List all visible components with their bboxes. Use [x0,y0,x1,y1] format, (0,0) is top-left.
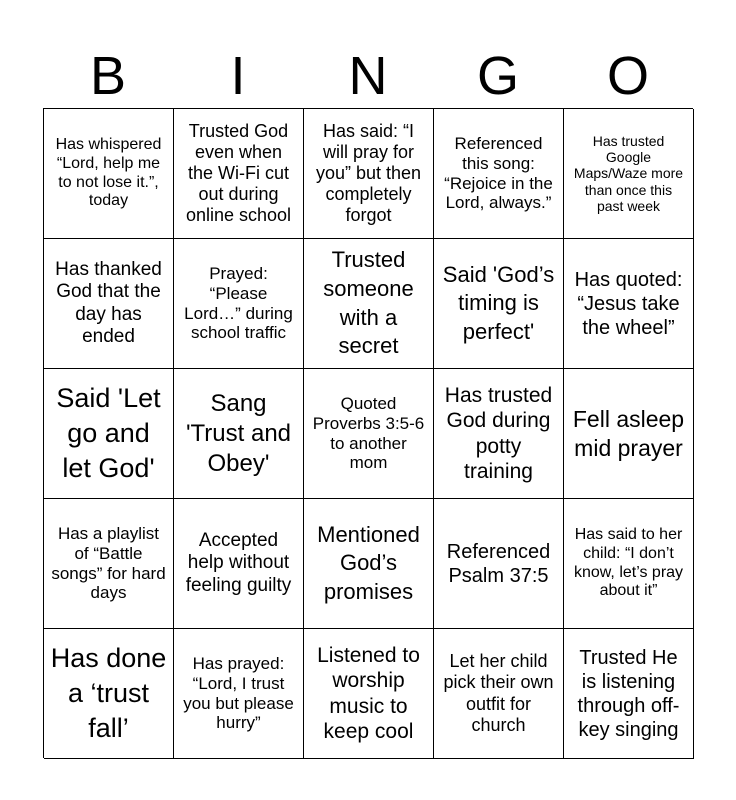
bingo-cell[interactable] [434,499,564,629]
cell-text: Mentioned God’s promises [317,521,420,604]
bingo-cell[interactable] [44,499,174,629]
cell-text: Has whispered “Lord, help me to not lose it.”, today [55,136,162,210]
bingo-cell[interactable] [44,239,174,369]
header-letter-i: I [230,46,246,106]
cell-text: Trusted someone with a secret [323,247,414,359]
bingo-cell[interactable] [174,369,304,499]
bingo-cell[interactable] [564,109,694,239]
cell-text: Referenced this song: “Rejoice in the Lord, always.” [444,133,553,213]
bingo-cell[interactable] [564,499,694,629]
cell-text: Has done a ‘trust fall’ [50,642,167,744]
cell-text: Said 'God’s timing is perfect' [442,261,555,344]
bingo-cell[interactable] [434,629,564,759]
cell-text: Has trusted Google Maps/Waze more than once this past week [573,132,684,215]
bingo-cell[interactable] [304,239,434,369]
bingo-board [43,108,693,758]
bingo-cell[interactable] [304,629,434,759]
bingo-cell[interactable] [304,369,434,499]
cell-text: Has a playlist of “Battle songs” for hard days [51,523,166,603]
cell-text: Trusted He is listening through off-key singing [577,646,680,741]
bingo-cell[interactable] [174,499,304,629]
cell-text: Has said: “I will pray for you” but then completely forgot [315,120,422,226]
bingo-cell[interactable] [44,109,174,239]
cell-text: Prayed: “Please Lord…” during school traffic [184,263,293,343]
bingo-cell[interactable] [304,499,434,629]
bingo-cell[interactable] [434,109,564,239]
header-letter-b: B [89,46,127,106]
bingo-cell[interactable] [174,239,304,369]
bingo-header [43,44,693,108]
bingo-cell[interactable] [174,629,304,759]
cell-text: Sang 'Trust and Obey' [185,389,292,477]
bingo-cell[interactable] [434,239,564,369]
cell-text: Has prayed: “Lord, I trust you but please hurry” [183,653,294,733]
cell-text: Has trusted God during potty training [444,384,553,483]
cell-text: Said 'Let go and let God' [56,382,161,484]
bingo-cell[interactable] [174,109,304,239]
bingo-cell[interactable] [564,629,694,759]
bingo-cell[interactable] [44,629,174,759]
cell-text: Fell asleep mid prayer [572,405,685,461]
cell-text: Referenced Psalm 37:5 [446,540,551,587]
bingo-cell[interactable] [304,109,434,239]
cell-text: Let her child pick their own outfit for church [443,651,554,735]
bingo-cell[interactable] [564,239,694,369]
cell-text: Trusted God even when the Wi-Fi cut out during online school [185,120,292,226]
bingo-cell[interactable] [44,369,174,499]
header-letter-o: O [606,46,649,106]
bingo-cell[interactable] [564,369,694,499]
header-letter-g: G [476,46,519,106]
header-letter-n: N [348,46,388,106]
cell-text: Has quoted: “Jesus take the wheel” [574,268,683,339]
cell-text: Has thanked God that the day has ended [55,259,162,347]
bingo-cell[interactable] [434,369,564,499]
cell-text: Listened to worship music to keep cool [317,644,420,743]
cell-text: Accepted help without feeling guilty [185,530,292,596]
cell-text: Quoted Proverbs 3:5-6 to another mom [312,393,425,473]
cell-text: Has said to her child: “I don’t know, let’s pray about it” [573,526,684,600]
